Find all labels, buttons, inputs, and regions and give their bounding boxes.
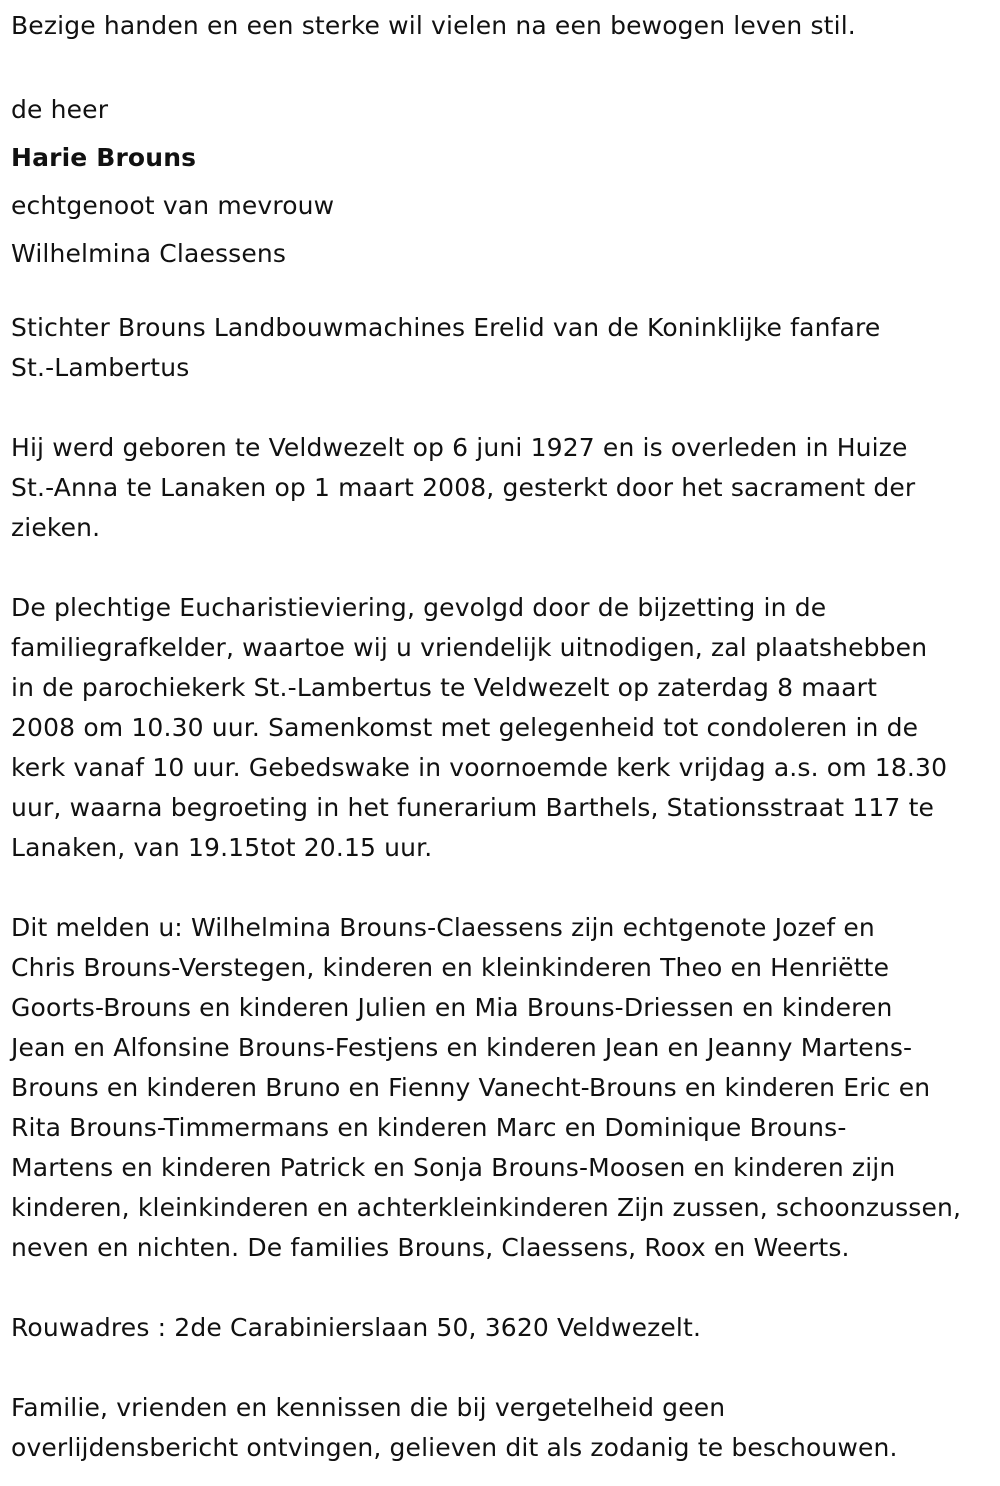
family-line: Dit melden u: Wilhelmina Brouns-Claessens zijn echtgenote Jozef en: [11, 913, 875, 942]
titles-line: St.-Lambertus: [11, 353, 190, 382]
ceremony-line: 2008 om 10.30 uur. Samenkomst met gelegenheid tot condoleren in de: [11, 713, 919, 742]
deceased-name: Harie Brouns: [11, 143, 197, 172]
family-line: kinderen, kleinkinderen en achterkleinkinderen Zijn zussen, schoonzussen,: [11, 1193, 962, 1222]
family-line: Jean en Alfonsine Brouns-Festjens en kinderen Jean en Jeanny Martens-: [11, 1033, 913, 1062]
birth-death-paragraph: [11, 428, 990, 548]
ceremony-line: Lanaken, van 19.15tot 20.15 uur.: [11, 833, 433, 862]
spacer: [11, 548, 990, 588]
mourning-address: Rouwadres : 2de Carabinierslaan 50, 3620 Veldwezelt.: [11, 1313, 702, 1342]
family-line: neven en nichten. De families Brouns, Claessens, Roox en Weerts.: [11, 1233, 850, 1262]
titles-paragraph: [11, 308, 990, 388]
closing-line: overlijdensbericht ontvingen, gelieven dit als zodanig te beschouwen.: [11, 1433, 898, 1462]
birth-death-line: zieken.: [11, 513, 101, 542]
ceremony-paragraph: [11, 588, 990, 868]
titles-line: Stichter Brouns Landbouwmachines Erelid van de Koninklijke fanfare: [11, 313, 881, 342]
deceased-prefix: de heer: [11, 95, 109, 124]
ceremony-line: in de parochiekerk St.-Lambertus te Veldwezelt op zaterdag 8 maart: [11, 673, 878, 702]
spouse-name: Wilhelmina Claessens: [11, 239, 287, 268]
ceremony-line: kerk vanaf 10 uur. Gebedswake in voornoemde kerk vrijdag a.s. om 18.30: [11, 753, 948, 782]
family-paragraph: [11, 908, 990, 1268]
opening-line: Bezige handen en een sterke wil vielen na een bewogen leven stil.: [11, 11, 856, 40]
ceremony-line: uur, waarna begroeting in het funerarium Barthels, Stationsstraat 117 te: [11, 793, 935, 822]
deceased-relation: echtgenoot van mevrouw: [11, 191, 335, 220]
spacer: [11, 868, 990, 908]
birth-death-line: Hij werd geboren te Veldwezelt op 6 juni 1927 en is overleden in Huize: [11, 433, 908, 462]
deceased-block: [11, 86, 990, 278]
spacer: [11, 1348, 990, 1388]
spacer: [11, 278, 990, 308]
ceremony-line: De plechtige Eucharistieviering, gevolgd door de bijzetting in de: [11, 593, 827, 622]
family-line: Goorts-Brouns en kinderen Julien en Mia Brouns-Driessen en kinderen: [11, 993, 893, 1022]
spacer: [11, 46, 990, 86]
ceremony-line: familiegrafkelder, waartoe wij u vriendelijk uitnodigen, zal plaatshebben: [11, 633, 928, 662]
birth-death-line: St.-Anna te Lanaken op 1 maart 2008, gesterkt door het sacrament der: [11, 473, 916, 502]
family-line: Brouns en kinderen Bruno en Fienny Vanecht-Brouns en kinderen Eric en: [11, 1073, 931, 1102]
family-line: Chris Brouns-Verstegen, kinderen en kleinkinderen Theo en Henriëtte: [11, 953, 890, 982]
spacer: [11, 1268, 990, 1308]
closing-line: Familie, vrienden en kennissen die bij vergetelheid geen: [11, 1393, 726, 1422]
spacer: [11, 388, 990, 428]
family-line: Rita Brouns-Timmermans en kinderen Marc en Dominique Brouns-: [11, 1113, 847, 1142]
family-line: Martens en kinderen Patrick en Sonja Brouns-Moosen en kinderen zijn: [11, 1153, 896, 1182]
closing-paragraph: [11, 1388, 990, 1468]
